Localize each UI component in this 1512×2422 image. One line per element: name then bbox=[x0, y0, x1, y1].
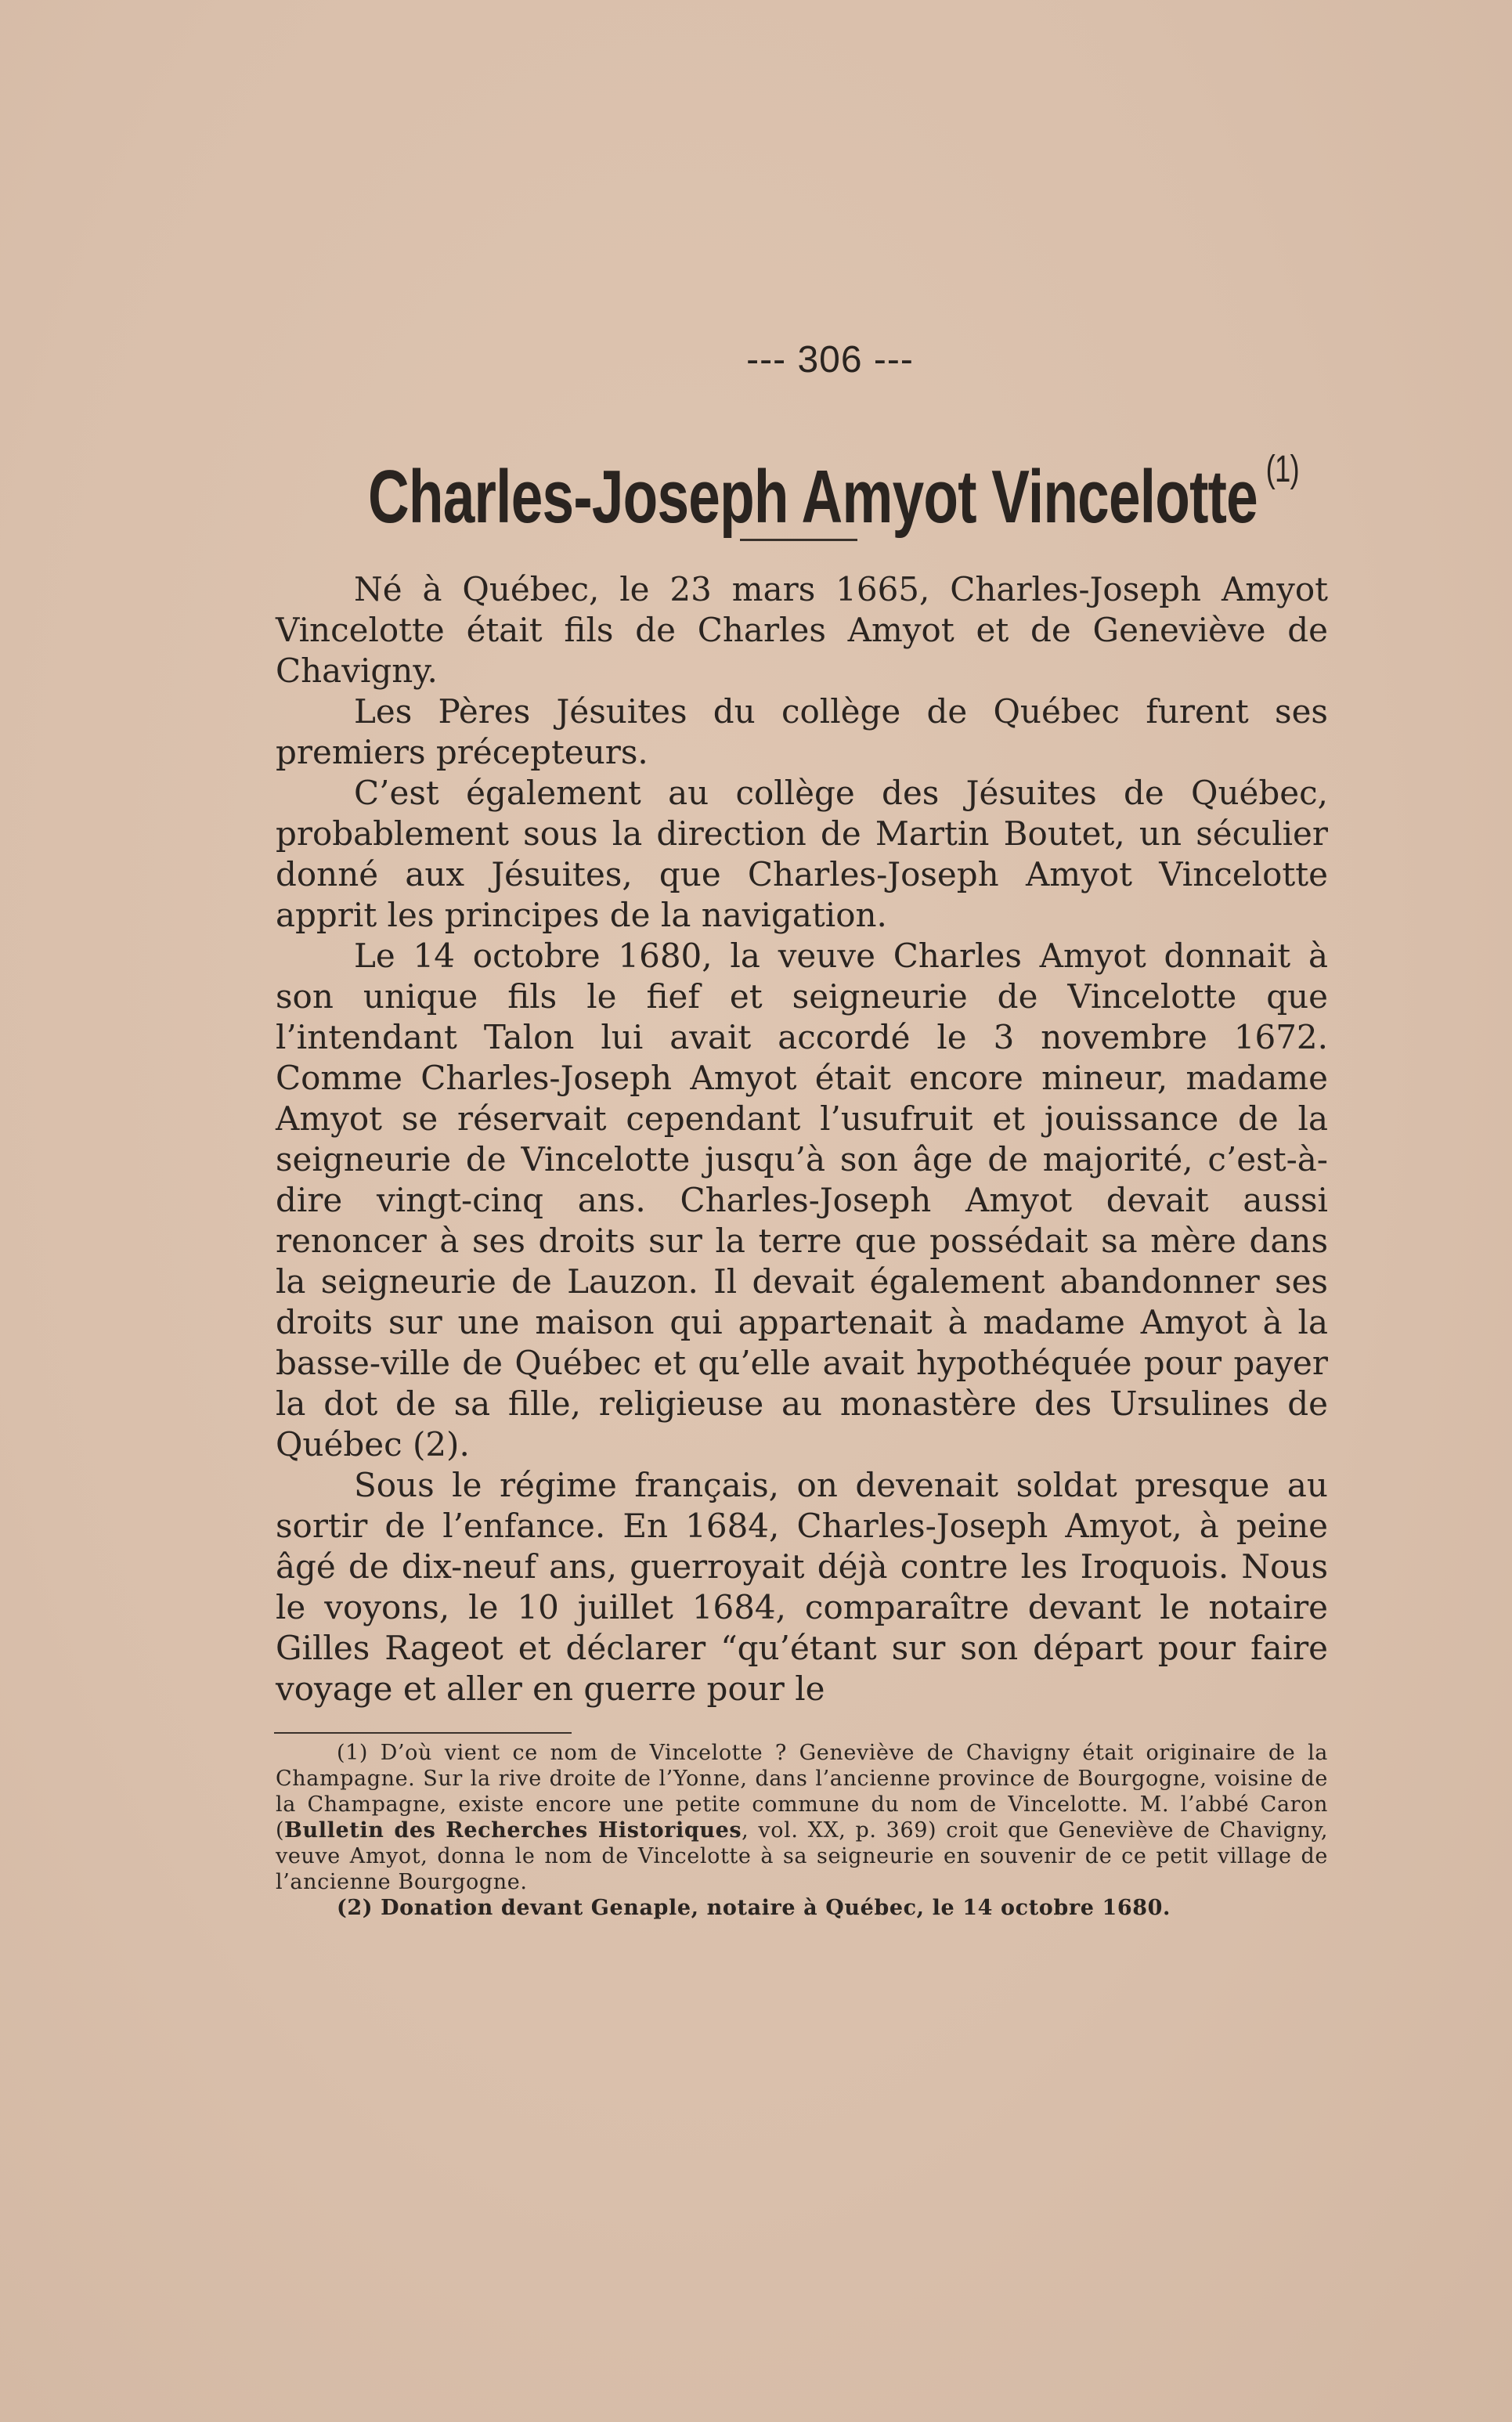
footnote-1 bbox=[276, 1740, 1328, 1895]
article-body bbox=[276, 569, 1328, 1709]
footnote-1-text-a: (1) D’où vient ce nom de Vincelotte ? Geneviève de Chavigny était originaire de la Champagne. Sur la rive droite de l’Yonne, dans l’ancienne province de Bourgogne, voisine de la Champagne, existe encore une petite commune du nom de Vincelotte. M. l’abbé Caron ( bbox=[276, 1741, 1328, 1843]
body-paragraph: Né à Québec, le 23 mars 1665, Charles-Joseph Amyot Vincelotte était fils de Charles Amyot et de Geneviève de Chavigny. bbox=[276, 570, 1328, 690]
body-paragraph: C’est également au collège des Jésuites de Québec, probablement sous la direction de Martin Boutet, un séculier donné aux Jésuites, que Charles-Joseph Amyot Vincelotte apprit les principes de la navigation. bbox=[276, 774, 1328, 934]
footnote-divider bbox=[274, 1732, 572, 1734]
page-number: --- 306 --- bbox=[746, 339, 914, 381]
body-paragraph: Sous le régime français, on devenait soldat presque au sortir de l’enfance. En 1684, Charles-Joseph Amyot, à peine âgé de dix-neuf ans, guerroyait déjà contre les Iroquois. Nous le voyons, le 10 juillet 1684, comparaître devant le notaire Gilles Rageot et déclarer “qu’étant sur son départ pour faire voyage et aller en guerre pour le bbox=[276, 1466, 1328, 1708]
footnote-1-bold-title: Bulletin des Recherches Historiques bbox=[284, 1818, 742, 1843]
title-divider bbox=[740, 539, 857, 541]
article-title-text: Charles-Joseph Amyot Vincelotte bbox=[368, 455, 1258, 539]
footnote-2-text: (2) Donation devant Genaple, notaire à Québec, le 14 octobre 1680. bbox=[337, 1896, 1171, 1920]
title-footnote-ref: (1) bbox=[1265, 449, 1299, 490]
footnotes bbox=[276, 1740, 1328, 1921]
footnote-1-text-b: , vol. XX, p. 369) croit que Geneviève de Chavigny, veuve Amyot, donna le nom de Vincelotte à sa seigneurie en souvenir de ce petit village de l’ancienne Bourgogne. bbox=[276, 1818, 1328, 1894]
footnote-2 bbox=[276, 1895, 1328, 1921]
article-title bbox=[368, 427, 1299, 540]
body-paragraph: Le 14 octobre 1680, la veuve Charles Amyot donnait à son unique fils le fief et seigneurie de Vincelotte que l’intendant Talon lui avait accordé le 3 novembre 1672. Comme Charles-Joseph Amyot était encore mineur, madame Amyot se réservait cependant l’usufruit et jouissance de la seigneurie de Vincelotte jusqu’à son âge de majorité, c’est-à-dire vingt-cinq ans. Charles-Joseph Amyot devait aussi renoncer à ses droits sur la terre que possédait sa mère dans la seigneurie de Lauzon. Il devait également abandonner ses droits sur une maison qui appartenait à madame Amyot à la basse-ville de Québec et qu’elle avait hypothéquée pour payer la dot de sa fille, religieuse au monastère des Ursulines de Québec (2). bbox=[276, 937, 1328, 1464]
body-paragraph: Les Pères Jésuites du collège de Québec furent ses premiers précepteurs. bbox=[276, 692, 1328, 771]
